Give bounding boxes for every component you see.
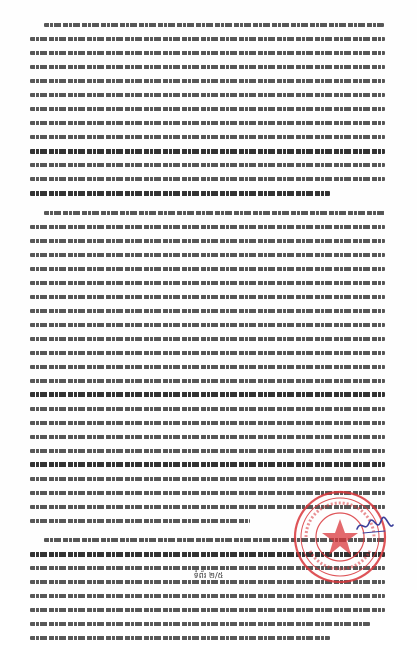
text-line [30,362,385,373]
text-line [30,222,385,233]
paragraph-2 [30,208,385,527]
text-line [30,418,385,429]
text-line [30,20,385,31]
text-line [30,605,385,616]
text-line [30,320,385,331]
signature-icon [355,515,395,537]
text-line [30,132,385,143]
text-line [30,34,385,45]
text-line [30,404,385,415]
text-line [30,432,385,443]
text-line [30,306,385,317]
text-line [30,446,385,457]
text-line [30,188,385,199]
text-line [30,146,385,157]
page-number: ទំព័រ ២/៥ [193,571,224,580]
text-line [30,619,385,630]
text-line [30,390,385,401]
text-line [30,104,385,115]
text-line [30,174,385,185]
text-line [30,376,385,387]
text-line [30,48,385,59]
text-line [30,460,385,471]
text-line [30,236,385,247]
text-line [30,633,385,644]
paragraph-1 [30,20,385,199]
text-line [30,160,385,171]
text-line [30,334,385,345]
text-line [30,76,385,87]
text-line [30,292,385,303]
text-line [30,591,385,602]
text-line [30,348,385,359]
text-line [30,264,385,275]
text-line [30,250,385,261]
text-line [30,62,385,73]
text-line [30,208,385,219]
text-line [30,278,385,289]
text-line [30,474,385,485]
text-line [30,118,385,129]
text-line [30,90,385,101]
